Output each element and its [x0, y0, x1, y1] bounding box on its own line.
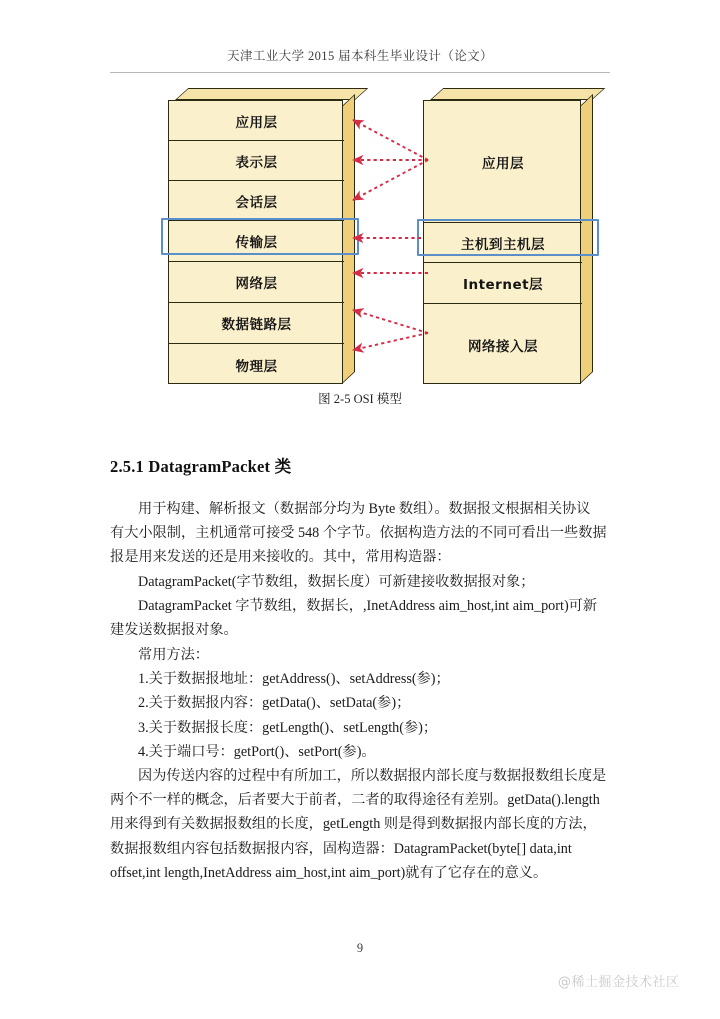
paragraph-line: 用来得到有关数据报数组的长度，getLength 则是得到数据报内部长度的方法， — [110, 816, 597, 833]
method-line: 2.关于数据报内容：getData()、setData(参)； — [138, 695, 411, 712]
paragraph-line: 有大小限制，主机通常可接受 548 个字节。依据构造方法的不同可看出一些数据 — [110, 525, 607, 542]
osi-layer-label: 网络层 — [235, 276, 278, 292]
paragraph-length-discussion — [110, 764, 610, 885]
paragraph-line: 数据报数组内容包括数据报内容，固构造器：DatagramPacket(byte[] data,int — [110, 840, 572, 857]
tcpip-layer-label: 应用层 — [482, 155, 524, 172]
paragraph-intro — [110, 497, 610, 570]
constructor-line: DatagramPacket(字节数组，数据长度）可新建接收数据报对象； — [138, 574, 535, 590]
method-line: 4.关于端口号：getPort()、setPort(参)。 — [138, 743, 376, 760]
tcpip-layer-label: 主机到主机层 — [461, 236, 545, 253]
constructor-line: 建发送数据报对象。 — [110, 622, 238, 639]
figure-osi-model — [110, 88, 610, 388]
osi-layer-label: 物理层 — [235, 358, 278, 375]
watermark: @稀土掘金技术社区 — [558, 975, 680, 990]
method-line: 1.关于数据报地址：getAddress()、setAddress(参)； — [138, 671, 450, 688]
paragraph-line: 两个不一样的概念，后者要大于前者，二者的取得途径有差别。getData().length — [110, 792, 600, 809]
osi-layer-label: 应用层 — [235, 114, 278, 131]
mapping-connectors — [110, 88, 610, 388]
header-rule — [110, 72, 610, 73]
method-line: 3.关于数据报长度：getLength()、setLength(参)； — [138, 719, 438, 736]
osi-layer-label: 传输层 — [235, 235, 278, 251]
osi-layer-label: 会话层 — [235, 194, 278, 211]
paragraph-line: 用于构建、解析报文（数据部分均为 Byte 数组）。数据报文根据相关协议 — [138, 501, 591, 517]
paragraph-line: 报是用来发送的还是用来接收的。其中，常用构造器： — [110, 549, 451, 566]
section-heading: 2.5.1 DatagramPacket 类 — [110, 457, 292, 476]
osi-layer-label: 表示层 — [235, 154, 278, 171]
constructor-line: DatagramPacket 字节数组，数据长，,InetAddress aim_host,int aim_port)可新 — [138, 598, 598, 615]
constructor-list — [110, 570, 610, 643]
tcpip-layer-label: 网络接入层 — [468, 338, 538, 355]
methods-label: 常用方法： — [138, 647, 209, 663]
osi-layer-label: 数据链路层 — [221, 317, 292, 333]
methods-section — [110, 643, 610, 764]
page-number: 9 — [356, 941, 364, 955]
figure-caption: 图 2-5 OSI 模型 — [318, 392, 402, 406]
paragraph-line: 因为传送内容的过程中有所加工，所以数据报内部长度与数据报数组长度是 — [138, 768, 607, 784]
tcpip-layer-label: Internet层 — [462, 277, 544, 293]
paragraph-line: offset,int length,InetAddress aim_host,int aim_port)就有了它存在的意义。 — [110, 864, 548, 881]
running-header: 天津工业大学 2015 届本科生毕业设计（论文） — [227, 49, 493, 63]
